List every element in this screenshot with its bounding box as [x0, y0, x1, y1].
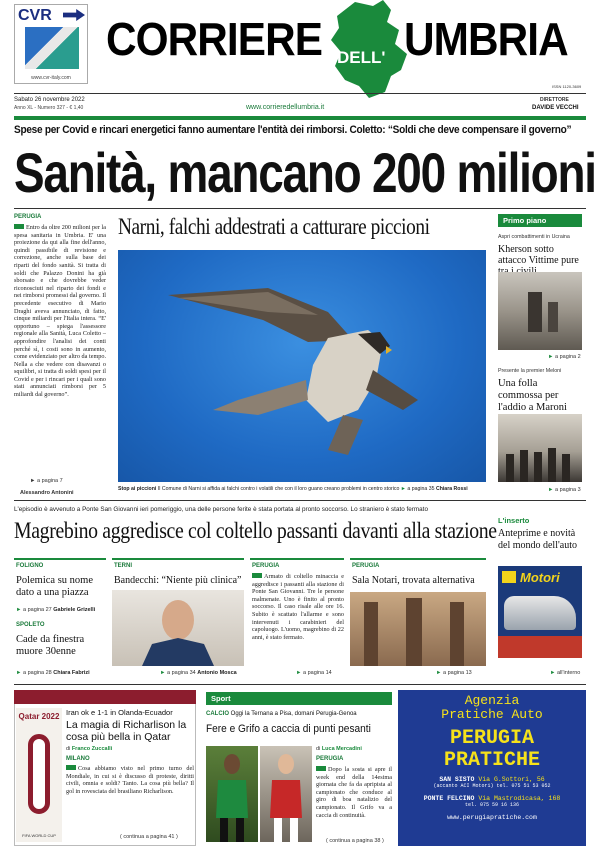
stabbing-body: [252, 573, 344, 667]
maroni-funeral-photo[interactable]: [498, 414, 582, 482]
notari-headline[interactable]: Sala Notari, trovata alternativa: [352, 575, 475, 586]
sport-kicker-label: CALCIO: [206, 711, 229, 717]
stabbing-body-text: Armato di coltello minaccia e aggredisce i passanti alla stazione di Ponte San Giovanni. Tre le persone malmenate. Uno è finito al pronto soccorso. Il caso risale alle ore 16. Subito è scattato l'allarme e sono intervenuti i carabinieri del capoluogo. L'uomo, magrebino di 22 anni, è stato fermato.: [252, 573, 344, 641]
ad-address-2: [398, 795, 586, 802]
cvr-logo-text: CVR: [18, 7, 52, 24]
primo-piano-headline-1[interactable]: Kherson sotto attacco Vittime pure: [498, 244, 579, 266]
feature-page[interactable]: ►: [400, 486, 408, 492]
director-name: DAVIDE VECCHI: [532, 105, 579, 111]
ternana-player-photo[interactable]: [206, 746, 258, 842]
feature-caption: [118, 486, 486, 492]
primo-piano-page-1-text: a pagina 2: [554, 354, 581, 360]
qatar-trophy-icon: [28, 734, 50, 814]
sport-body-text: Dopo la sosta si apre il week end della 14esima giornata che fa da apripista al campionato che conduce al giro di boa natalizio del campionato. Il Grifo va a caccia di continuità.: [316, 766, 392, 819]
notari-page[interactable]: ► a pagina 13: [436, 670, 472, 676]
foligno-page-text: a pagina 27: [22, 607, 52, 613]
foligno-page[interactable]: ► a pagina 27 Gabriele Grizelli: [16, 607, 96, 613]
lead-page-text: a pagina 7: [36, 478, 63, 484]
website-link[interactable]: www.corrieredellumbria.it: [246, 104, 325, 111]
perugia-pratiche-ad[interactable]: [398, 690, 586, 846]
issue-number: Anno XL - Numero 327 - € 1,40: [14, 105, 84, 111]
inserto-headline[interactable]: Anteprime e novità del mondo dell'auto: [498, 528, 578, 551]
feature-caption-lead: Stop ai piccioni: [118, 486, 157, 492]
issn: ISSN 1120-3609: [552, 84, 582, 89]
stabbing-headline[interactable]: Magrebino aggredisce col coltello passanti davanti alla stazione: [14, 518, 497, 543]
lead-kicker[interactable]: Spese per Covid e rincari energetici fanno aumentare l'entità dei rimborsi. Coletto: “Soldi che deve compensare il governo”: [14, 124, 572, 136]
mondiali-body: [66, 765, 194, 819]
mondiali-headline[interactable]: La magia di Richarlison la cosa più bella in Qatar: [66, 719, 187, 743]
inserto-page-text: all'interno: [556, 670, 581, 676]
mondiali-continue[interactable]: ( continua a pagina 41 ): [120, 834, 178, 840]
lead-author: Alessandro Antonini: [20, 490, 74, 496]
bandecchi-photo[interactable]: [112, 590, 244, 666]
mondiali-continue-text: continua a pagina 41: [123, 834, 175, 840]
notari-section: PERUGIA: [352, 563, 380, 569]
director-label: DIRETTORE: [540, 97, 569, 103]
lead-body-text: Entro da oltre 200 milioni per la spesa sanitaria in Umbria. E' una proiezione da qui alla fine dell'anno, quindi passibile di revisione e correzione, anche sulla base dei riparti del fondo sanità. Si tratta di soldi che Palazzo Donini ha già sborsato e che dovrebbe veder riconosciuti nel riparto dei fondi e nei rimborsi promessi dal governo. Il precedente esecutivo di Mario Draghi aveva annunciato, di fatto, cinque miliardi per l'Italia intera. “E' opportuno – spiega l'assessore regionale alla Sanità, Luca Coletto – approfondire l'analisi dei conti perché sì, i costi sono in aumento, come evidenziato per altro da tempo. Nella a che vedere con disavanzi o squilibri, si tratta di soldi spesi per il Covid e per i rincari per i quali sono stati annunciati rimborsi per 5 miliardi dal governo”.: [14, 224, 106, 399]
inserto-tag: L'inserto: [498, 514, 582, 527]
cvr-logo-box[interactable]: [14, 4, 88, 84]
spoleto-headline[interactable]: Cade da finestra muore 30enne: [16, 634, 85, 657]
cvr-logo-graphic: [25, 27, 79, 69]
feature-caption-text: Il Comune di Narni si affida ai falchi contro i volatili che con il loro guano creano problemi in centro storico: [157, 486, 400, 492]
ad-addr1-place: SAN SISTO: [439, 776, 475, 783]
spoleto-page-text: a pagina 28: [22, 670, 52, 676]
primo-piano-kicker-2: Presente la premier Meloni: [498, 368, 562, 374]
feature-headline[interactable]: Narni, falchi addestrati a catturare piccioni: [118, 214, 430, 239]
notari-page-text: a pagina 13: [442, 670, 472, 676]
sport-body: [316, 766, 392, 834]
stabbing-kicker: L'episodio è avvenuto a Ponte San Giovanni ieri pomeriggio, una delle persone ferite è stata portata al pronto soccorso. Lo straniero è stato fermato: [14, 506, 428, 513]
perugia-player-photo[interactable]: [260, 746, 312, 842]
primo-piano-tag: Primo piano: [498, 214, 582, 227]
terni-section: TERNI: [114, 563, 132, 569]
ad-address-2-sub: tel. 075 59 16 136: [464, 802, 519, 808]
sport-kicker: [206, 711, 357, 717]
car-illustration: [504, 596, 576, 630]
falcon-photo[interactable]: [118, 250, 486, 482]
foligno-author: Gabriele Grizelli: [53, 607, 96, 613]
sala-notari-photo[interactable]: [350, 592, 486, 666]
sport-tag: Sport: [206, 692, 392, 705]
ad-website[interactable]: www.perugiapratiche.com: [447, 814, 537, 821]
primo-piano-page-2[interactable]: ► a pagina 3: [548, 487, 581, 493]
motori-logo: Motori: [520, 570, 560, 585]
stabbing-page[interactable]: ► a pagina 14: [296, 670, 332, 676]
masthead-title-right: UMBRIA: [404, 13, 568, 65]
motori-cover[interactable]: [498, 566, 582, 658]
ad-line-4: PRATICHE: [443, 749, 540, 772]
inserto-page[interactable]: ► all'interno: [550, 670, 581, 676]
mondiali-banner: [14, 690, 196, 704]
sport-headline[interactable]: Fere e Grifo a caccia di punti pesanti: [206, 723, 371, 735]
mondiali-section: MILANO: [66, 756, 90, 762]
sport-author-name: Luca Mercadini: [321, 746, 362, 752]
ad-line-1: Agenzia: [464, 693, 520, 708]
primo-piano-headline-2[interactable]: Una folla commossa per l'addio a Maroni: [498, 378, 567, 413]
ad-address-1: [398, 776, 586, 783]
kherson-photo[interactable]: [498, 272, 582, 350]
ad-addr2-street: Via Mastrodicasa, 168: [478, 795, 561, 802]
lead-headline[interactable]: Sanità, mancano 200 milioni: [14, 141, 596, 204]
sport-continue[interactable]: ( continua a pagina 38 ): [326, 838, 384, 844]
sport-section: PERUGIA: [316, 756, 344, 762]
qatar-fifa: FIFA WORLD CUP: [22, 833, 56, 838]
stabbing-page-text: a pagina 14: [302, 670, 332, 676]
terni-page-text: a pagina 34: [166, 670, 196, 676]
qatar-brand: Qatar 2022: [18, 712, 60, 721]
sport-kicker-text: Oggi la Ternana a Pisa, domani Perugia-Genoa: [230, 711, 357, 717]
sport-continue-text: continua a pagina 38: [329, 838, 381, 844]
masthead-title-left: CORRIERE: [106, 13, 323, 65]
mondiali-author-name: Franco Zuccalli: [71, 746, 113, 752]
spoleto-section: SPOLETO: [16, 622, 45, 628]
mondiali-body-text: Cosa abbiamo visto nel primo turno del Mondiale, in cui si è discusso di proteste, diritti civili, omnia e soldi? Tanto. La cosa più bella? Il gol in rovesciata del brasiliano Richarlison.: [66, 765, 194, 795]
qatar-logo: [16, 708, 62, 842]
sport-author: di Luca Mercadini: [316, 746, 362, 752]
masthead-title-mid: DELL': [337, 48, 386, 67]
feature-author: Chiara Rossi: [435, 486, 468, 492]
ad-line-3: PERUGIA: [449, 727, 534, 750]
terni-headline[interactable]: Bandecchi: “Niente più clinica”: [114, 575, 242, 586]
mondiali-author: di Franco Zuccalli: [66, 746, 113, 752]
lead-section: PERUGIA: [14, 214, 42, 220]
ad-addr1-street: Via G.Sottori, 56: [478, 776, 545, 783]
ad-addr2-place: PONTE FELCINO: [423, 795, 475, 802]
spoleto-page[interactable]: ► a pagina 28 Chiara Fabrizi: [16, 670, 90, 676]
primo-piano-kicker-1: Aspri combattimenti in Ucraina: [498, 234, 570, 240]
issue-date: Sabato 26 novembre 2022: [14, 97, 85, 103]
stabbing-section: PERUGIA: [252, 563, 280, 569]
terni-page[interactable]: ► a pagina 34 Antonio Mosca: [160, 670, 237, 676]
mondiali-kicker: Iran ok e 1-1 in Olanda-Ecuador: [66, 708, 173, 717]
primo-piano-page-2-text: a pagina 3: [554, 487, 581, 493]
foligno-headline[interactable]: Polemica su nome dato a una piazza: [16, 575, 93, 598]
ad-address-1-sub: (accanto ACI Motori) tel. 075 51 53 052: [433, 783, 551, 789]
spoleto-author: Chiara Fabrizi: [53, 670, 90, 676]
lead-page[interactable]: ► a pagina 7: [30, 478, 63, 484]
cvr-logo-arrows-icon: [63, 9, 85, 21]
terni-author: Antonio Mosca: [197, 670, 237, 676]
feature-page-text: a pagina 35: [407, 486, 435, 492]
foligno-section: FOLIGNO: [16, 563, 44, 569]
cvr-logo-url: www.cvr-italy.com: [31, 75, 71, 81]
lead-body: [14, 224, 106, 458]
primo-piano-page-1[interactable]: ► a pagina 2: [548, 354, 581, 360]
ad-line-2: Pratiche Auto: [441, 707, 543, 722]
